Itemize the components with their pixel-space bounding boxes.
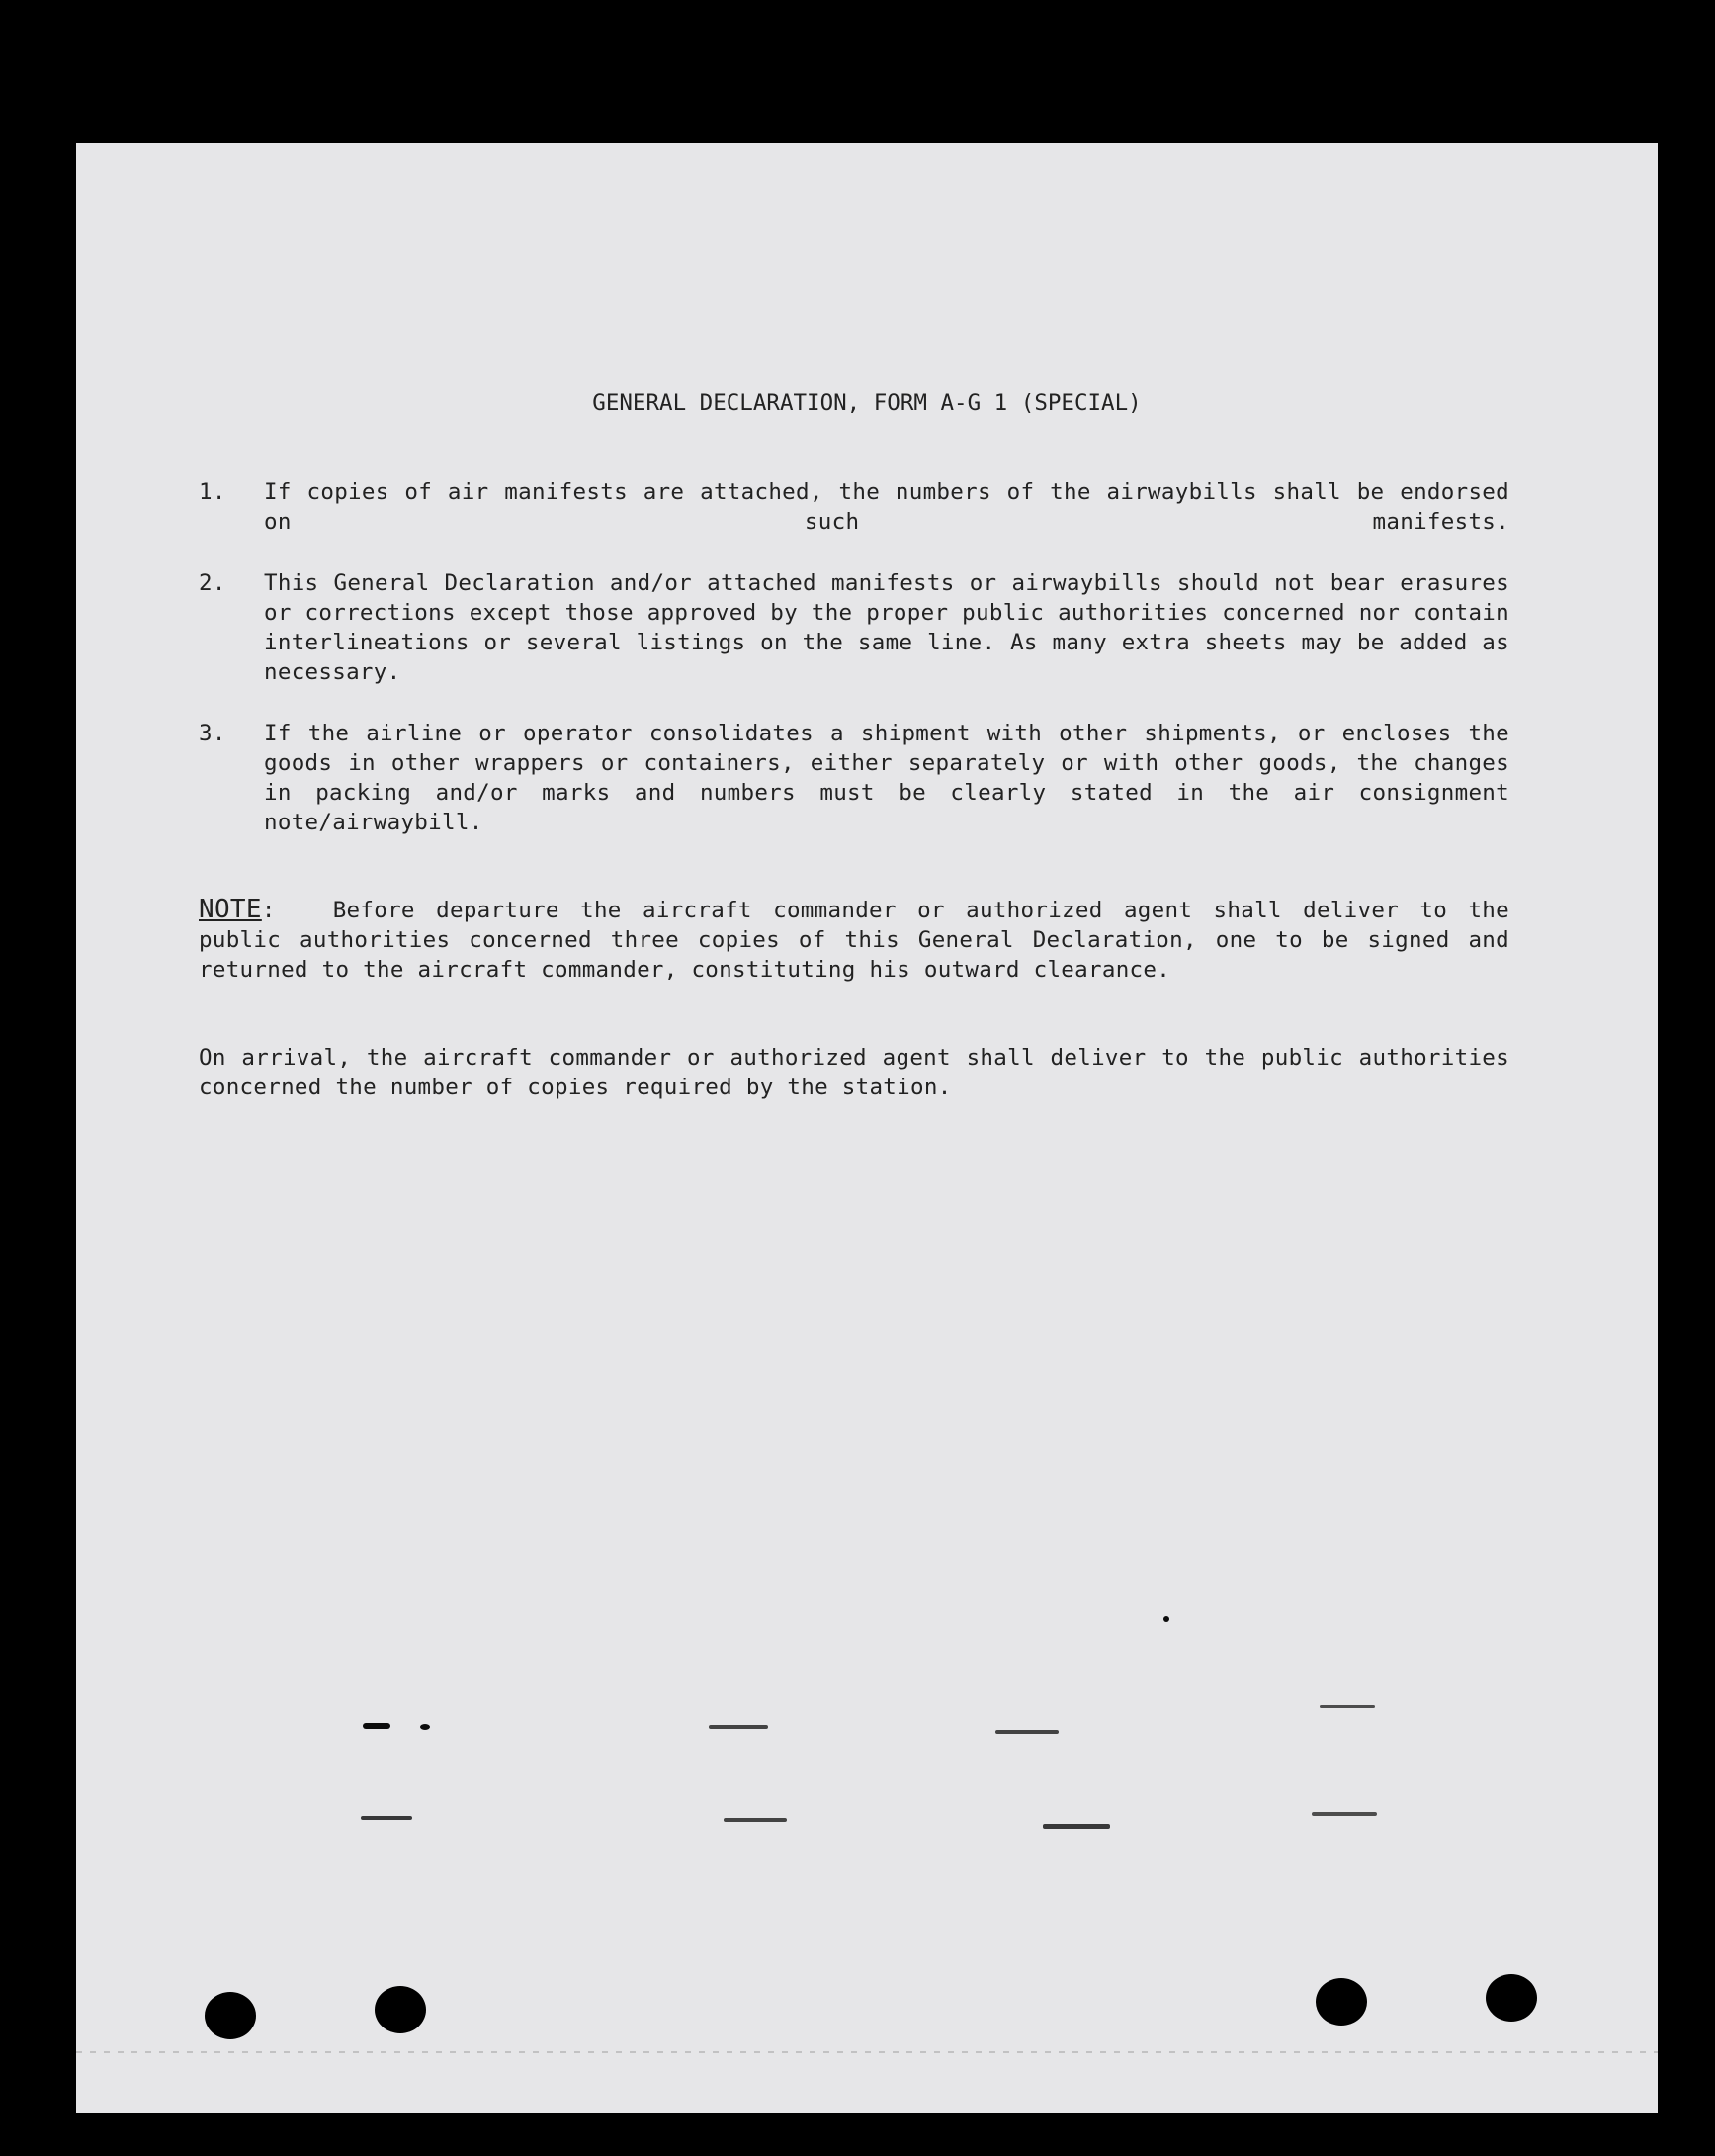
note-label-suffix: : bbox=[261, 898, 276, 923]
punch-hole bbox=[205, 1992, 256, 2039]
scan-speck bbox=[420, 1724, 430, 1730]
punch-hole bbox=[1486, 1974, 1537, 2022]
item-text: If the airline or operator consolidates a shipment with other shipments, or encloses the goods in other wrappers or containers, either separately or with other goods, the changes in packing and/or marks and numbers must be clearly stated in the air consignment note/airwaybill. bbox=[264, 721, 1509, 835]
scan-speck bbox=[995, 1730, 1059, 1734]
item-number: 2. bbox=[199, 570, 226, 596]
note-label: NOTE bbox=[199, 895, 262, 924]
scan-speck bbox=[709, 1725, 768, 1729]
scan-speck bbox=[361, 1816, 412, 1820]
note-paragraph bbox=[199, 895, 1509, 985]
scan-speck bbox=[1312, 1812, 1377, 1816]
arrival-paragraph: On arrival, the aircraft commander or authorized agent shall deliver to the public authorities concerned the number of copies required by the station. bbox=[199, 1045, 1509, 1100]
item-text: This General Declaration and/or attached manifests or airwaybills should not bear erasures or corrections except those approved by the proper public authorities concerned nor contain interlineations or several listings on the same line. As many extra sheets may be added as necessary. bbox=[264, 570, 1509, 685]
punch-hole bbox=[1316, 1978, 1367, 2026]
item-text: If copies of air manifests are attached, the numbers of the airwaybills shall be endorsed on such manifests. bbox=[264, 479, 1509, 535]
scan-speck bbox=[724, 1818, 787, 1822]
scan-edge-streak bbox=[76, 2051, 1658, 2053]
punch-hole bbox=[375, 1986, 426, 2033]
scan-speck bbox=[363, 1723, 390, 1729]
document-title: GENERAL DECLARATION, FORM A-G 1 (SPECIAL) bbox=[592, 390, 1142, 416]
item-number: 1. bbox=[199, 479, 226, 505]
scan-speck bbox=[1043, 1824, 1110, 1829]
note-text: Before departure the aircraft commander or authorized agent shall deliver to the public authorities concerned three copies of this General Declaration, one to be signed and returned to the aircraft commander, constituting his outward clearance. bbox=[199, 898, 1509, 983]
scan-speck bbox=[1163, 1616, 1169, 1622]
item-number: 3. bbox=[199, 721, 226, 746]
scan-speck bbox=[1320, 1705, 1375, 1708]
document-page bbox=[76, 143, 1658, 2113]
